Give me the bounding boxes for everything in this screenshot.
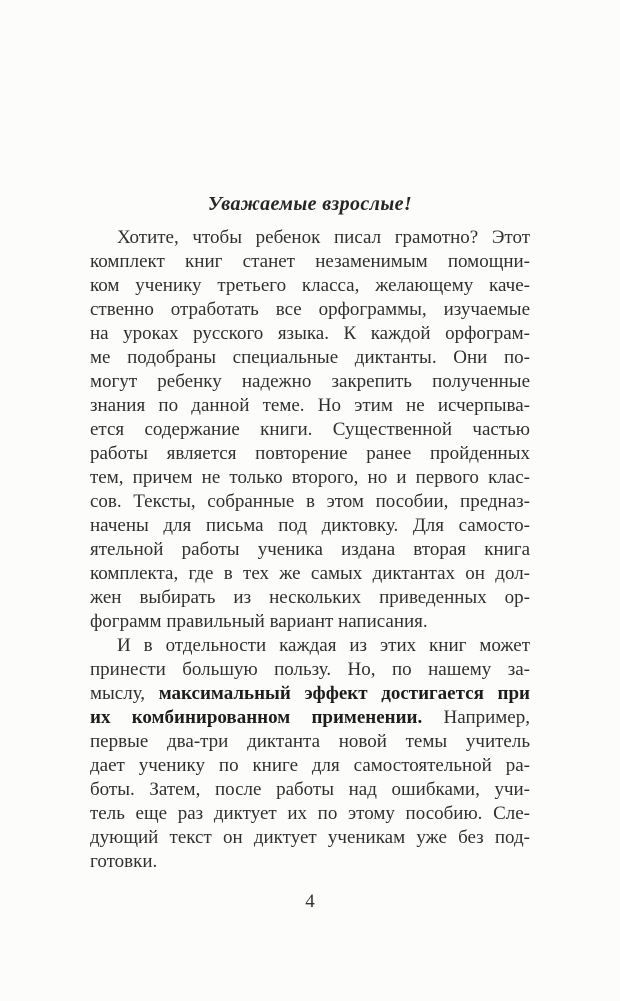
text-segment: дующий текст он диктует ученикам уже без под- [90, 827, 530, 848]
text-segment: боты. Затем, после работы над ошибками, учи- [90, 779, 530, 800]
page-number: 4 [305, 891, 315, 912]
text-line [90, 802, 530, 826]
text-line [90, 586, 530, 610]
text-segment: фограмм правильный вариант написания. [90, 611, 428, 632]
text-line [90, 226, 530, 250]
text-segment: работы является повторение ранее пройденных [90, 443, 530, 464]
text-line [90, 394, 530, 418]
text-line [90, 250, 530, 274]
text-line [90, 778, 530, 802]
text-segment: ятельной работы ученика издана вторая книга [90, 539, 530, 560]
text-line [90, 658, 530, 682]
text-segment: на уроках русского языка. К каждой орфограм- [90, 323, 530, 344]
text-line [90, 418, 530, 442]
text-segment: комплект книг станет незаменимым помощни- [90, 251, 530, 272]
text-block [90, 226, 530, 874]
text-line [90, 730, 530, 754]
text-line [90, 274, 530, 298]
text-line [90, 826, 530, 850]
text-line [90, 346, 530, 370]
text-segment: Например, [422, 707, 530, 728]
text-segment: жен выбирать из нескольких приведенных ор- [90, 587, 530, 608]
text-segment: дает ученику по книге для самостоятельной ра- [90, 755, 530, 776]
text-segment: И в отдельности каждая из этих книг может [117, 635, 530, 656]
text-segment: Хотите, чтобы ребенок писал грамотно? Этот [117, 227, 530, 248]
text-line [90, 610, 530, 634]
text-segment: могут ребенку надежно закрепить полученные [90, 371, 530, 392]
text-segment: знания по данной теме. Но этим не исчерпыва- [90, 395, 530, 416]
text-line [90, 370, 530, 394]
text-segment: начены для письма под диктовку. Для самосто- [90, 515, 530, 536]
text-line [90, 322, 530, 346]
text-line [90, 514, 530, 538]
text-segment: принести большую пользу. Но, по нашему за- [90, 659, 530, 680]
text-segment: мыслу, [90, 683, 159, 704]
text-segment: ком ученику третьего класса, желающему каче- [90, 275, 530, 296]
text-line [90, 442, 530, 466]
bold-text-segment: их комбинированном применении. [90, 707, 423, 728]
text-segment: тем, причем не только второго, но и первого клас- [90, 467, 530, 488]
text-segment: ется содержание книги. Существенной частью [90, 419, 530, 440]
text-line [90, 298, 530, 322]
paragraph [90, 634, 530, 874]
text-segment: первые два-три диктанта новой темы учитель [90, 731, 530, 752]
text-segment: сов. Тексты, собранные в этом пособии, предназ- [90, 491, 530, 512]
text-line [90, 754, 530, 778]
text-line [90, 466, 530, 490]
text-line [90, 490, 530, 514]
text-segment: готовки. [90, 851, 158, 872]
text-segment: ственно отработать все орфограммы, изучаемые [90, 299, 530, 320]
text-line [90, 706, 530, 730]
text-line [90, 682, 530, 706]
text-line [90, 538, 530, 562]
paragraph [90, 226, 530, 634]
text-segment: ме подобраны специальные диктанты. Они по- [90, 347, 530, 368]
bold-text-segment: максимальный эффект достигается при [158, 683, 530, 704]
book-page [90, 0, 530, 914]
text-segment: комплекта, где в тех же самых диктантах он дол- [90, 563, 530, 584]
section-heading: Уважаемые взрослые! [207, 193, 413, 215]
text-segment: тель еще раз диктует их по этому пособию. Сле- [90, 803, 530, 824]
text-line [90, 634, 530, 658]
text-line [90, 850, 530, 874]
text-line [90, 562, 530, 586]
